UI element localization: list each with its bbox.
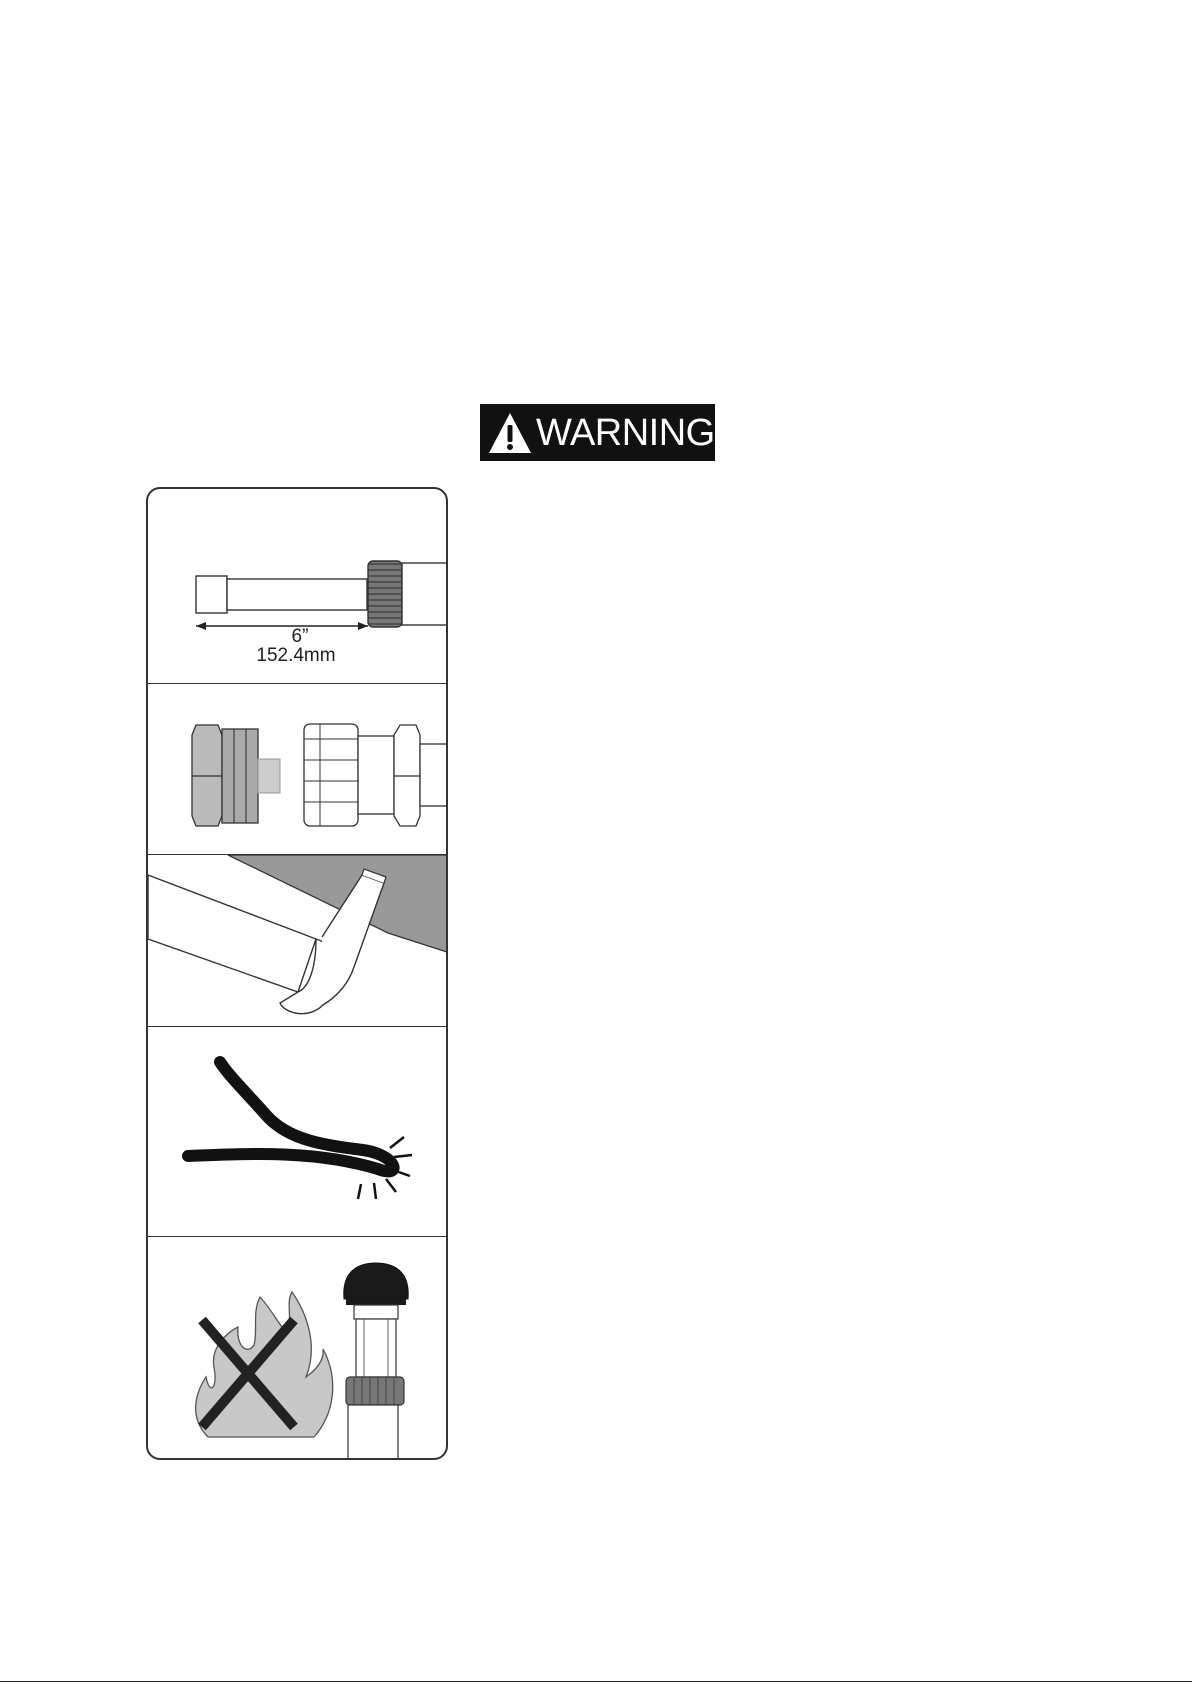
page-bottom-rule — [0, 1681, 1192, 1682]
hose-sharp-edge-icon — [148, 855, 448, 1026]
warning-banner — [480, 404, 715, 461]
panel-hose-length — [148, 489, 446, 683]
warning-triangle-icon — [487, 410, 533, 456]
measurement-mm: 152.4mm — [256, 645, 336, 666]
hose-fittings-icon — [148, 684, 448, 854]
panel-hose-kinked — [148, 1027, 446, 1236]
panel-no-heat-source — [148, 1237, 446, 1460]
kinked-hose-icon — [148, 1027, 448, 1236]
measurement-inches: 6” — [291, 626, 309, 647]
warning-label: WARNING — [536, 411, 715, 454]
panel-hose-connector — [148, 684, 446, 854]
warning-illustration-strip — [146, 487, 448, 1460]
panel-hose-bent-against-edge — [148, 855, 446, 1026]
no-fire-near-regulator-icon — [148, 1237, 448, 1460]
